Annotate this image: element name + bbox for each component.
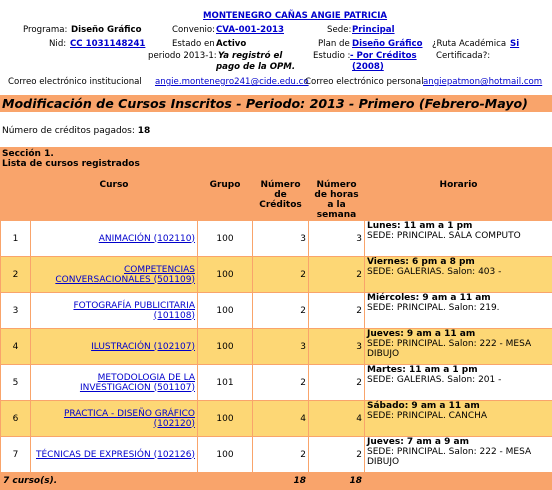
table-row (1, 365, 552, 401)
page-title: Modificación de Cursos Inscritos - Periodo: 2013 - Primero (Febrero-Mayo) (2, 96, 528, 111)
horario-lugar: SEDE: GALERIAS. Salon: 403 - (367, 267, 501, 277)
row-horas: 3 (309, 329, 365, 365)
correo-inst-label: Correo electrónico institucional (8, 77, 142, 87)
col-header-index (1, 178, 31, 221)
col-header-curso: Curso (31, 178, 198, 221)
horario-lugar: SEDE: PRINCIPAL. Salon: 219. (367, 303, 500, 313)
sede-link[interactable]: Principal (352, 25, 395, 35)
courses-table (0, 177, 552, 490)
estudio-link-1[interactable]: - Por Créditos (350, 51, 417, 61)
correo-inst-link[interactable]: angie.montenegro241@cide.edu.co (155, 77, 309, 87)
course-link[interactable]: PRACTICA - DISEÑO GRÁFICO (102120) (64, 409, 195, 429)
col-header-creditos: Número de Créditos (253, 178, 309, 221)
student-header (0, 0, 552, 92)
row-horas: 4 (309, 401, 365, 437)
row-creditos: 4 (253, 401, 309, 437)
row-creditos: 2 (253, 257, 309, 293)
row-grupo: 100 (198, 437, 253, 473)
credits-value: 18 (138, 126, 151, 136)
credits-label: Número de créditos pagados: (2, 126, 135, 136)
horario-lugar: SEDE: PRINCIPAL. Salon: 222 - MESA DIBUJO (367, 339, 531, 359)
horario-lugar: SEDE: PRINCIPAL. SALA COMPUTO (367, 231, 521, 241)
col-header-horas: Número de horas a la semana (309, 178, 365, 221)
row-horas: 2 (309, 257, 365, 293)
row-horario (365, 401, 552, 437)
convenio-link[interactable]: CVA-001-2013 (216, 25, 284, 35)
row-index: 6 (1, 401, 31, 437)
row-index: 7 (1, 437, 31, 473)
row-index: 1 (1, 221, 31, 257)
ruta-link[interactable]: Si (510, 39, 519, 49)
table-footer-row (1, 473, 552, 490)
row-horario (365, 257, 552, 293)
row-creditos: 2 (253, 365, 309, 401)
estudio-label: Estudio : (313, 51, 350, 61)
convenio-label: Convenio: (172, 25, 215, 35)
row-index: 2 (1, 257, 31, 293)
row-grupo: 100 (198, 329, 253, 365)
col-header-horario: Horario (365, 178, 552, 221)
course-link[interactable]: TÉCNICAS DE EXPRESIÓN (102126) (36, 450, 195, 460)
section-subtitle: Lista de cursos registrados (2, 159, 140, 169)
horario-lugar: SEDE: GALERIAS. Salon: 201 - (367, 375, 501, 385)
horario-dia: Jueves: 9 am a 11 am (367, 329, 475, 339)
row-index: 5 (1, 365, 31, 401)
credits-line (2, 126, 150, 136)
table-row (1, 329, 552, 365)
footer-total-horas: 18 (309, 473, 365, 490)
footer-total-creditos: 18 (253, 473, 309, 490)
row-creditos: 3 (253, 329, 309, 365)
table-row (1, 437, 552, 473)
course-link[interactable]: FOTOGRAFÍA PUBLICITARIA (101108) (73, 301, 195, 321)
table-header-row (1, 178, 552, 221)
nid-link[interactable]: CC 1031148241 (70, 39, 145, 49)
footer-course-count: 7 curso(s). (1, 473, 198, 490)
row-horas: 3 (309, 221, 365, 257)
row-horas: 2 (309, 437, 365, 473)
correo-pers-link[interactable]: angiepatmon@hotmail.com (423, 77, 542, 87)
horario-dia: Viernes: 6 pm a 8 pm (367, 257, 475, 267)
row-grupo: 100 (198, 401, 253, 437)
programa-label: Programa: (23, 25, 67, 35)
student-name-link[interactable]: MONTENEGRO CAÑAS ANGIE PATRICIA (203, 11, 387, 21)
course-link[interactable]: METODOLOGIA DE LA INVESTIGACION (501107) (80, 373, 195, 393)
row-horario (365, 293, 552, 329)
row-horas: 2 (309, 365, 365, 401)
horario-dia: Miércoles: 9 am a 11 am (367, 293, 491, 303)
row-creditos: 3 (253, 221, 309, 257)
row-horario (365, 437, 552, 473)
row-horario (365, 365, 552, 401)
footer-empty (198, 473, 253, 490)
estado-value: Activo (216, 39, 246, 49)
row-grupo: 100 (198, 221, 253, 257)
sede-label: Sede: (327, 25, 351, 35)
row-creditos: 2 (253, 437, 309, 473)
row-grupo: 101 (198, 365, 253, 401)
col-header-grupo: Grupo (198, 178, 253, 221)
programa-value: Diseño Gráfico (71, 25, 142, 35)
course-link[interactable]: ILUSTRACIÓN (102107) (91, 342, 195, 352)
periodo-label: periodo 2013-1: (148, 51, 217, 61)
horario-lugar: SEDE: PRINCIPAL. CANCHA (367, 411, 487, 421)
table-row (1, 293, 552, 329)
table-row (1, 221, 552, 257)
periodo-value-1: Ya registró el (218, 51, 282, 61)
horario-dia: Jueves: 7 am a 9 am (367, 437, 469, 447)
page-title-bar (0, 95, 552, 112)
row-index: 4 (1, 329, 31, 365)
plan-link[interactable]: Diseño Gráfico (352, 39, 423, 49)
row-horas: 2 (309, 293, 365, 329)
row-grupo: 100 (198, 257, 253, 293)
row-horario (365, 221, 552, 257)
row-creditos: 2 (253, 293, 309, 329)
row-grupo: 100 (198, 293, 253, 329)
estudio-link-2[interactable]: (2008) (352, 62, 384, 72)
periodo-value-2: pago de la OPM. (216, 62, 295, 72)
horario-dia: Martes: 11 am a 1 pm (367, 365, 478, 375)
estado-label: Estado en (172, 39, 215, 49)
horario-dia: Lunes: 11 am a 1 pm (367, 221, 472, 231)
course-link[interactable]: ANIMACIÓN (102110) (99, 234, 195, 244)
ruta-label-2: Certificada?: (436, 51, 490, 61)
nid-label: Nid: (49, 39, 66, 49)
row-index: 3 (1, 293, 31, 329)
row-horario (365, 329, 552, 365)
horario-lugar: SEDE: PRINCIPAL. Salon: 222 - MESA DIBUJO (367, 447, 531, 467)
correo-pers-label: Correo electrónico personal (305, 77, 424, 87)
ruta-label-1: ¿Ruta Académica (432, 39, 506, 49)
table-row (1, 401, 552, 437)
table-row (1, 257, 552, 293)
footer-empty-horario (365, 473, 552, 490)
section-header (0, 147, 552, 177)
course-link[interactable]: COMPETENCIAS CONVERSACIONALES (501109) (55, 265, 195, 285)
plan-label: Plan de (318, 39, 350, 49)
section-name: Sección 1. (2, 149, 54, 159)
horario-dia: Sábado: 9 am a 11 am (367, 401, 480, 411)
